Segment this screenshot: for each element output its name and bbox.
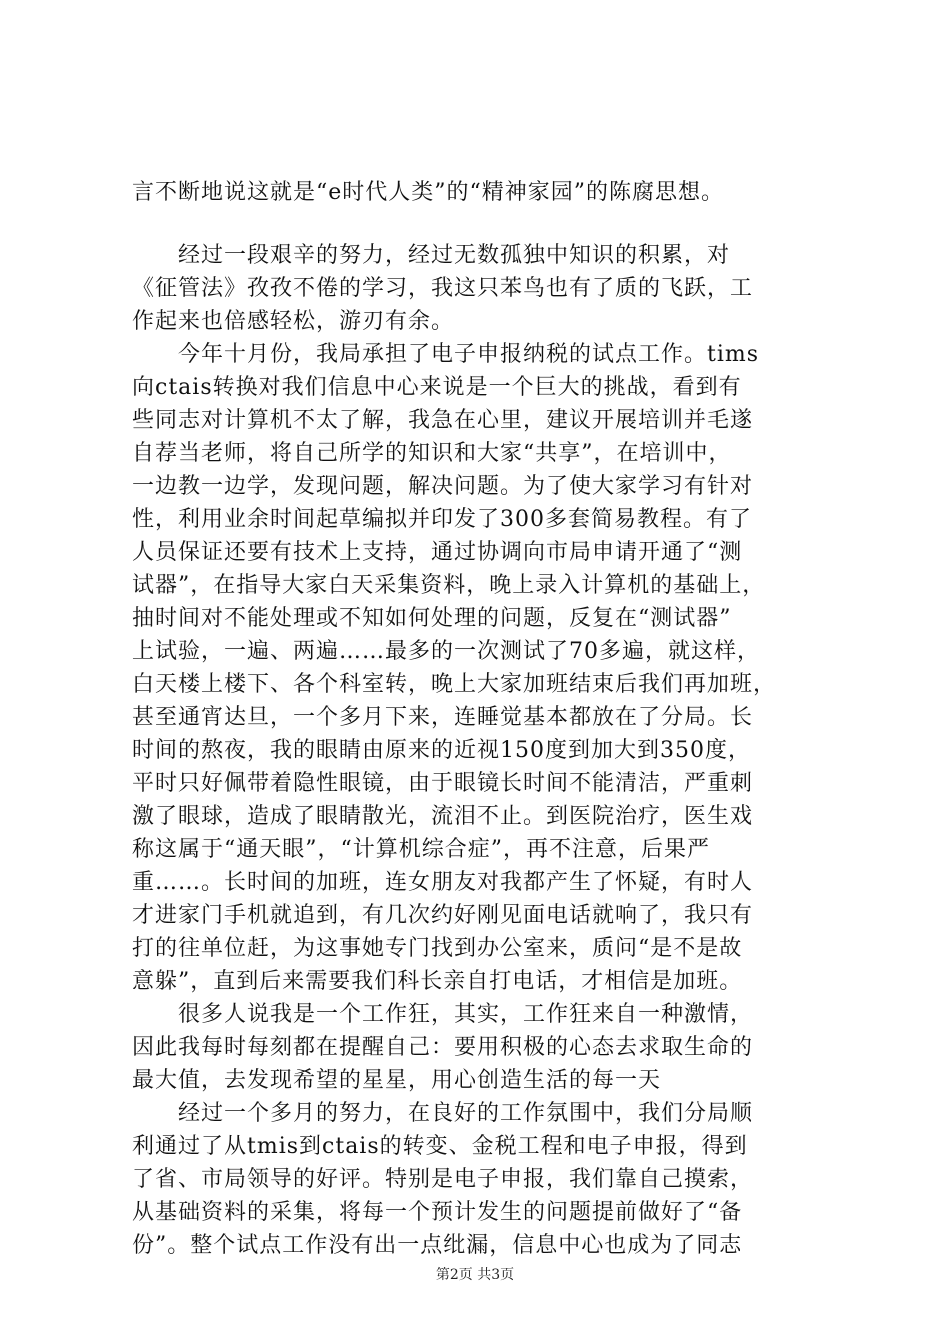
text-line-32: 份”。整个试点工作没有出一点纰漏，信息中心也成为了同志	[132, 1233, 743, 1258]
text-line-30: 了省、市局领导的好评。特别是电子申报，我们靠自己摸索，	[132, 1167, 754, 1192]
text-line-10: 性，利用业余时间起草编拟并印发了300多套简易教程。有了	[132, 507, 752, 532]
text-line-6: 向ctais转换对我们信息中心来说是一个巨大的挑战，看到有	[132, 375, 742, 400]
text-line-17: 时间的熬夜，我的眼睛由原来的近视150度到加大到350度，	[132, 738, 751, 763]
text-line-12: 试器”，在指导大家白天采集资料，晚上录入计算机的基础上，	[132, 573, 766, 598]
text-line-19: 激了眼球，造成了眼睛散光，流泪不止。到医院治疗，医生戏	[132, 804, 754, 829]
text-line-26: 因此我每时每刻都在提醒自己：要用积极的心态去求取生命的	[132, 1035, 754, 1060]
text-line-2: 经过一段艰辛的努力，经过无数孤独中知识的积累，对	[132, 243, 731, 268]
text-line-22: 才进家门手机就追到，有几次约好刚见面电话就响了，我只有	[132, 903, 754, 928]
text-line-25: 很多人说我是一个工作狂，其实，工作狂来自一种激情，	[132, 1002, 754, 1027]
text-line-18: 平时只好佩带着隐性眼镜，由于眼镜长时间不能清洁，严重刺	[132, 771, 754, 796]
text-line-8: 自荐当老师，将自己所学的知识和大家“共享”，在培训中，	[132, 441, 732, 466]
text-line-27: 最大值，去发现希望的星星，用心创造生活的每一天	[132, 1068, 662, 1093]
text-line-28: 经过一个多月的努力，在良好的工作氛围中，我们分局顺	[132, 1101, 754, 1126]
text-line-21: 重……。长时间的加班，连女朋友对我都产生了怀疑，有时人	[132, 870, 754, 895]
text-line-11: 人员保证还要有技术上支持，通过协调向市局申请开通了“测	[132, 540, 743, 565]
text-line-9: 一边教一边学，发现问题，解决问题。为了使大家学习有针对	[132, 474, 754, 499]
text-line-20: 称这属于“通天眼”，“计算机综合症”，再不注意，后果严	[132, 837, 710, 862]
text-line-15: 白天楼上楼下、各个科室转，晚上大家加班结束后我们再加班，	[132, 672, 777, 697]
text-line-7: 些同志对计算机不太了解，我急在心里，建议开展培训并毛遂	[132, 408, 754, 433]
text-line-5: 今年十月份，我局承担了电子申报纳税的试点工作。tims	[132, 342, 760, 367]
text-line-23: 打的往单位赶，为这事她专门找到办公室来，质问“是不是故	[132, 936, 743, 961]
text-line-13: 抽时间对不能处理或不知如何处理的问题，反复在“测试器”	[132, 606, 732, 631]
text-line-14: 上试验，一遍、两遍……最多的一次测试了70多遍，就这样，	[132, 639, 760, 664]
text-line-1: 言不断地说这就是“e时代人类”的“精神家园”的陈腐思想。	[132, 180, 725, 205]
text-line-3: 《征管法》孜孜不倦的学习，我这只苯鸟也有了质的飞跃，工	[132, 276, 754, 301]
text-line-4: 作起来也倍感轻松，游刃有余。	[132, 309, 455, 334]
text-line-29: 利通过了从tmis到ctais的转变、金税工程和电子申报，得到	[132, 1134, 748, 1159]
text-line-31: 从基础资料的采集，将每一个预计发生的问题提前做好了“备	[132, 1200, 743, 1225]
page-number-footer: 第2页 共3页	[435, 1267, 515, 1283]
text-line-16: 甚至通宵达旦，一个多月下来，连睡觉基本都放在了分局。长	[132, 705, 754, 730]
text-line-24: 意躲”，直到后来需要我们科长亲自打电话，才相信是加班。	[132, 969, 743, 994]
